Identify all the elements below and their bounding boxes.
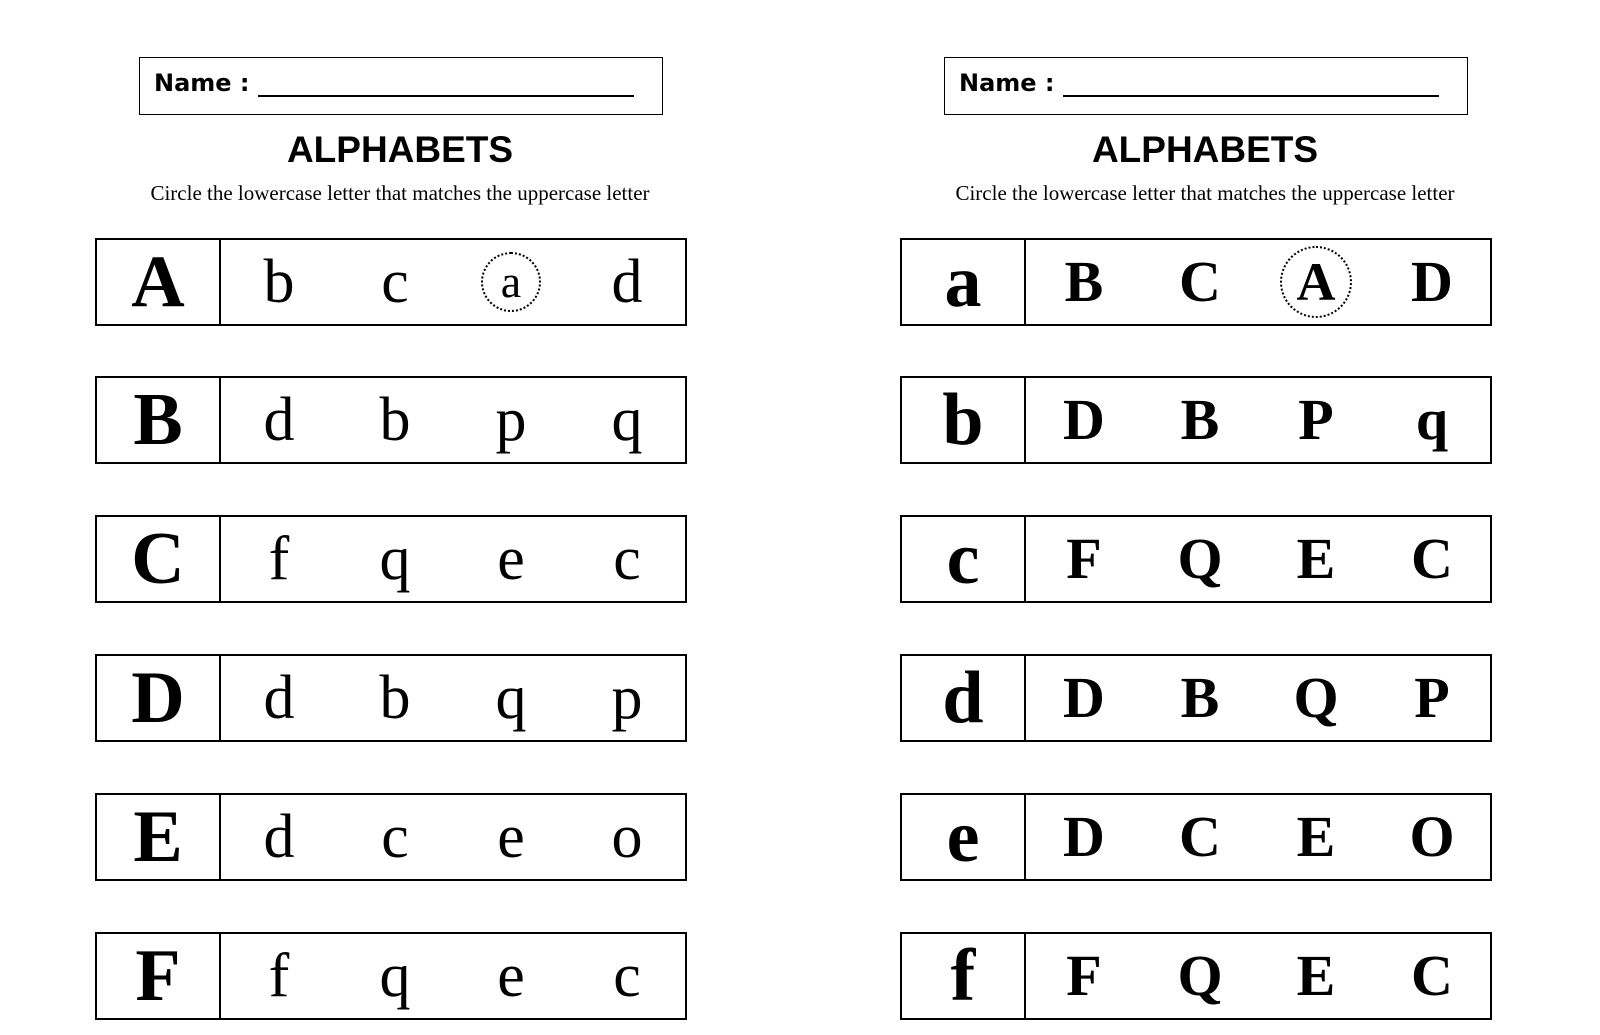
choice-option[interactable] bbox=[337, 795, 453, 879]
choice-letter: B bbox=[1064, 249, 1104, 314]
choice-group bbox=[221, 934, 685, 1018]
question-row bbox=[900, 793, 1492, 881]
choice-letter: q bbox=[379, 942, 411, 1010]
choice-option[interactable] bbox=[1142, 934, 1258, 1018]
question-row bbox=[95, 238, 687, 326]
choice-letter: E bbox=[1296, 804, 1336, 869]
choice-option[interactable] bbox=[1026, 795, 1142, 879]
choice-option[interactable] bbox=[221, 240, 337, 324]
choice-letter: a bbox=[481, 252, 541, 312]
question-row bbox=[95, 932, 687, 1020]
choice-option[interactable] bbox=[337, 517, 453, 601]
choice-option[interactable] bbox=[221, 934, 337, 1018]
choice-letter: P bbox=[1414, 665, 1450, 730]
choice-letter: F bbox=[1066, 526, 1102, 591]
question-row bbox=[900, 654, 1492, 742]
choice-letter: c bbox=[381, 248, 409, 316]
choice-letter: b bbox=[379, 664, 411, 732]
choice-letter: d bbox=[263, 803, 295, 871]
choice-group bbox=[1026, 934, 1490, 1018]
choice-letter: c bbox=[613, 942, 641, 1010]
question-row bbox=[900, 376, 1492, 464]
choice-group bbox=[1026, 240, 1490, 324]
choice-option[interactable] bbox=[1258, 795, 1374, 879]
choice-option[interactable] bbox=[569, 517, 685, 601]
choice-letter: e bbox=[497, 525, 525, 593]
choice-option[interactable] bbox=[569, 934, 685, 1018]
choice-option[interactable] bbox=[1374, 656, 1490, 740]
choice-option[interactable] bbox=[1374, 378, 1490, 462]
choice-option-circled[interactable] bbox=[453, 240, 569, 324]
choice-letter: b bbox=[379, 386, 411, 454]
choice-group bbox=[1026, 795, 1490, 879]
choice-option[interactable] bbox=[1026, 378, 1142, 462]
worksheet-lowercase bbox=[900, 0, 1520, 1035]
choice-option[interactable] bbox=[1026, 656, 1142, 740]
choice-option[interactable] bbox=[337, 378, 453, 462]
choice-option[interactable] bbox=[1026, 934, 1142, 1018]
question-row bbox=[95, 793, 687, 881]
choice-letter: P bbox=[1298, 387, 1334, 452]
prompt-letter: A bbox=[97, 240, 221, 324]
choice-option[interactable] bbox=[453, 517, 569, 601]
name-field[interactable] bbox=[258, 95, 634, 97]
name-box bbox=[944, 57, 1468, 115]
prompt-letter: B bbox=[97, 378, 221, 462]
question-row bbox=[95, 515, 687, 603]
choice-letter: C bbox=[1411, 526, 1453, 591]
prompt-letter: e bbox=[902, 795, 1026, 879]
choice-option[interactable] bbox=[569, 656, 685, 740]
choice-option[interactable] bbox=[1142, 795, 1258, 879]
choice-option[interactable] bbox=[1374, 934, 1490, 1018]
prompt-letter: b bbox=[902, 378, 1026, 462]
choice-option[interactable] bbox=[1258, 656, 1374, 740]
choice-letter: q bbox=[1415, 387, 1449, 452]
prompt-letter: D bbox=[97, 656, 221, 740]
question-row bbox=[95, 376, 687, 464]
choice-option[interactable] bbox=[1142, 378, 1258, 462]
choice-letter: D bbox=[1411, 249, 1453, 314]
prompt-letter: F bbox=[97, 934, 221, 1018]
choice-option[interactable] bbox=[221, 517, 337, 601]
choice-option[interactable] bbox=[453, 795, 569, 879]
prompt-letter: c bbox=[902, 517, 1026, 601]
choice-letter: d bbox=[263, 664, 295, 732]
choice-letter: d bbox=[263, 386, 295, 454]
choice-letter: C bbox=[1179, 249, 1221, 314]
choice-option-circled[interactable] bbox=[1258, 240, 1374, 324]
choice-letter: d bbox=[611, 248, 643, 316]
choice-option[interactable] bbox=[1258, 378, 1374, 462]
prompt-letter: E bbox=[97, 795, 221, 879]
choice-option[interactable] bbox=[337, 934, 453, 1018]
choice-letter: e bbox=[497, 942, 525, 1010]
choice-option[interactable] bbox=[1374, 795, 1490, 879]
choice-letter: Q bbox=[1177, 526, 1223, 591]
choice-option[interactable] bbox=[1374, 517, 1490, 601]
choice-letter: p bbox=[495, 386, 527, 454]
choice-option[interactable] bbox=[221, 795, 337, 879]
name-label: Name : bbox=[959, 69, 1055, 97]
choice-letter: C bbox=[1411, 943, 1453, 1008]
choice-group bbox=[221, 240, 685, 324]
choice-group bbox=[221, 517, 685, 601]
choice-letter: c bbox=[613, 525, 641, 593]
prompt-letter: C bbox=[97, 517, 221, 601]
choice-letter: A bbox=[1280, 246, 1352, 318]
choice-group bbox=[1026, 378, 1490, 462]
choice-option[interactable] bbox=[1258, 517, 1374, 601]
choice-option[interactable] bbox=[1142, 656, 1258, 740]
choice-letter: q bbox=[379, 525, 411, 593]
choice-option[interactable] bbox=[1374, 240, 1490, 324]
worksheet-title: ALPHABETS bbox=[286, 129, 514, 170]
choice-group bbox=[221, 378, 685, 462]
name-field[interactable] bbox=[1063, 95, 1439, 97]
choice-letter: p bbox=[611, 664, 643, 732]
choice-letter: O bbox=[1409, 804, 1455, 869]
choice-option[interactable] bbox=[453, 656, 569, 740]
choice-option[interactable] bbox=[1258, 934, 1374, 1018]
choice-letter: Q bbox=[1293, 665, 1339, 730]
prompt-letter: d bbox=[902, 656, 1026, 740]
choice-letter: Q bbox=[1177, 943, 1223, 1008]
choice-option[interactable] bbox=[221, 656, 337, 740]
worksheet-title: ALPHABETS bbox=[1091, 129, 1319, 170]
choice-letter: F bbox=[1066, 943, 1102, 1008]
choice-group bbox=[221, 656, 685, 740]
choice-letter: C bbox=[1179, 804, 1221, 869]
worksheet-instruction: Circle the lowercase letter that matches the uppercase letter bbox=[955, 181, 1455, 205]
choice-letter: q bbox=[495, 664, 527, 732]
choice-letter: b bbox=[263, 248, 295, 316]
choice-letter: e bbox=[497, 803, 525, 871]
question-row bbox=[900, 932, 1492, 1020]
question-row bbox=[95, 654, 687, 742]
choice-letter: E bbox=[1296, 526, 1336, 591]
question-row bbox=[900, 515, 1492, 603]
choice-letter: D bbox=[1063, 387, 1105, 452]
choice-group bbox=[1026, 656, 1490, 740]
choice-option[interactable] bbox=[569, 378, 685, 462]
worksheet-instruction: Circle the lowercase letter that matches the uppercase letter bbox=[150, 181, 650, 205]
prompt-letter: a bbox=[902, 240, 1026, 324]
choice-option[interactable] bbox=[1142, 240, 1258, 324]
name-box bbox=[139, 57, 663, 115]
choice-option[interactable] bbox=[569, 795, 685, 879]
prompt-letter: f bbox=[902, 934, 1026, 1018]
choice-letter: f bbox=[268, 525, 290, 593]
choice-option[interactable] bbox=[1026, 240, 1142, 324]
choice-letter: f bbox=[268, 942, 290, 1010]
choice-letter: q bbox=[611, 386, 643, 454]
choice-option[interactable] bbox=[453, 378, 569, 462]
choice-option[interactable] bbox=[337, 240, 453, 324]
choice-letter: B bbox=[1180, 665, 1220, 730]
choice-option[interactable] bbox=[1026, 517, 1142, 601]
choice-letter: c bbox=[381, 803, 409, 871]
choice-option[interactable] bbox=[221, 378, 337, 462]
choice-letter: o bbox=[611, 803, 643, 871]
choice-option[interactable] bbox=[569, 240, 685, 324]
worksheet-uppercase bbox=[95, 0, 715, 1035]
name-label: Name : bbox=[154, 69, 250, 97]
choice-group bbox=[221, 795, 685, 879]
choice-letter: B bbox=[1180, 387, 1220, 452]
choice-group bbox=[1026, 517, 1490, 601]
choice-letter: D bbox=[1063, 665, 1105, 730]
choice-letter: D bbox=[1063, 804, 1105, 869]
question-row bbox=[900, 238, 1492, 326]
choice-option[interactable] bbox=[453, 934, 569, 1018]
choice-option[interactable] bbox=[337, 656, 453, 740]
choice-option[interactable] bbox=[1142, 517, 1258, 601]
choice-letter: E bbox=[1296, 943, 1336, 1008]
